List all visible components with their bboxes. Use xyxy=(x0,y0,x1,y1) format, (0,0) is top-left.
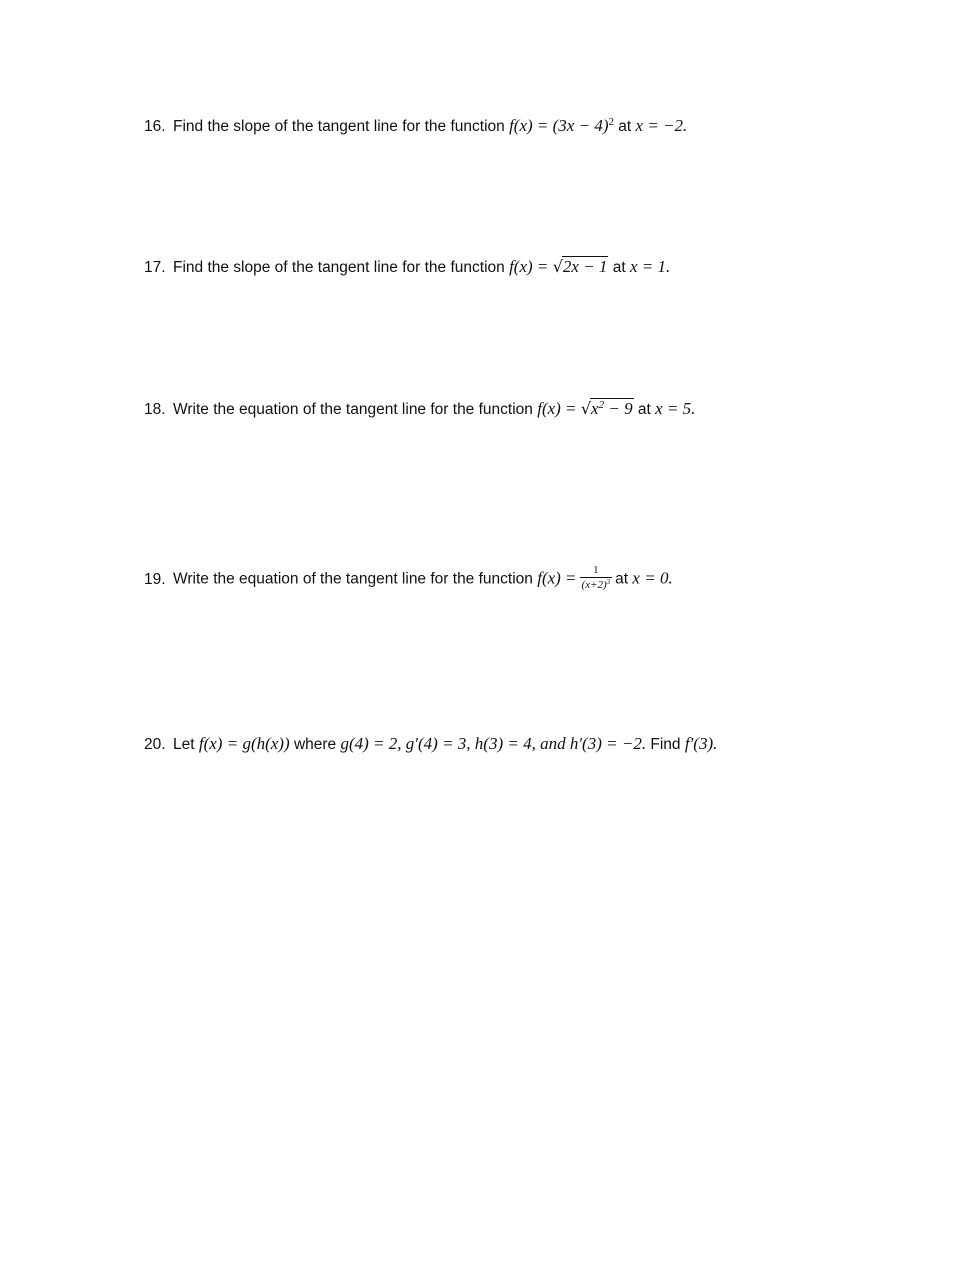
composition-expression: f(x) = g(h(x)) xyxy=(198,734,290,753)
problem-text: Write the equation of the tangent line for the function xyxy=(173,401,533,418)
at-label: at xyxy=(612,259,626,276)
radicand-base: x xyxy=(591,399,599,418)
square-root xyxy=(553,257,609,277)
at-label: at xyxy=(615,570,629,588)
fraction-numerator: 1 xyxy=(580,564,613,578)
radicand-exponent: 2 xyxy=(598,399,605,411)
radicand xyxy=(590,398,634,418)
square-root xyxy=(581,399,634,419)
fraction xyxy=(580,564,613,591)
given-conditions: g(4) = 2, g′(4) = 3, h(3) = 4, and h′(3) = −2. xyxy=(340,734,647,753)
radicand-rest: − 9 xyxy=(604,399,633,418)
evaluation-point: x = 5. xyxy=(655,399,696,418)
radical-sign: √ xyxy=(580,399,592,418)
at-label: at xyxy=(618,118,632,135)
problem-19 xyxy=(144,566,673,593)
let-label: Let xyxy=(173,736,195,753)
problem-text: Write the equation of the tangent line for the function xyxy=(173,570,533,588)
problem-number: 19. xyxy=(144,570,166,588)
problem-number: 16. xyxy=(144,118,166,135)
problem-number: 17. xyxy=(144,259,166,276)
problem-text: Find the slope of the tangent line for the function xyxy=(173,259,505,276)
problem-text: Find the slope of the tangent line for the function xyxy=(173,118,505,135)
problem-number: 20. xyxy=(144,736,166,753)
function-exponent: 2 xyxy=(608,116,614,128)
where-label: where xyxy=(293,736,337,753)
function-expression: f(x) = xyxy=(537,568,577,588)
evaluation-point: x = 1. xyxy=(630,257,671,276)
problem-20 xyxy=(144,734,717,755)
radical-sign: √ xyxy=(552,257,563,276)
problem-16 xyxy=(144,116,687,137)
at-label: at xyxy=(637,401,651,418)
evaluation-point: x = −2. xyxy=(635,116,688,135)
problem-17 xyxy=(144,257,670,278)
problem-number: 18. xyxy=(144,401,166,418)
evaluation-point: x = 0. xyxy=(632,568,673,588)
target-expression: f′(3). xyxy=(684,734,718,753)
function-expression: f(x) = xyxy=(537,399,577,418)
function-expression: f(x) = xyxy=(509,257,549,276)
find-label: Find xyxy=(650,736,681,753)
denominator-base: (x+2) xyxy=(581,579,607,591)
radicand: 2x − 1 xyxy=(562,257,608,276)
problem-18 xyxy=(144,399,695,420)
fraction-denominator xyxy=(580,578,613,591)
function-expression: f(x) = (3x − 4) xyxy=(509,116,609,135)
denominator-exponent: 3 xyxy=(606,578,611,586)
